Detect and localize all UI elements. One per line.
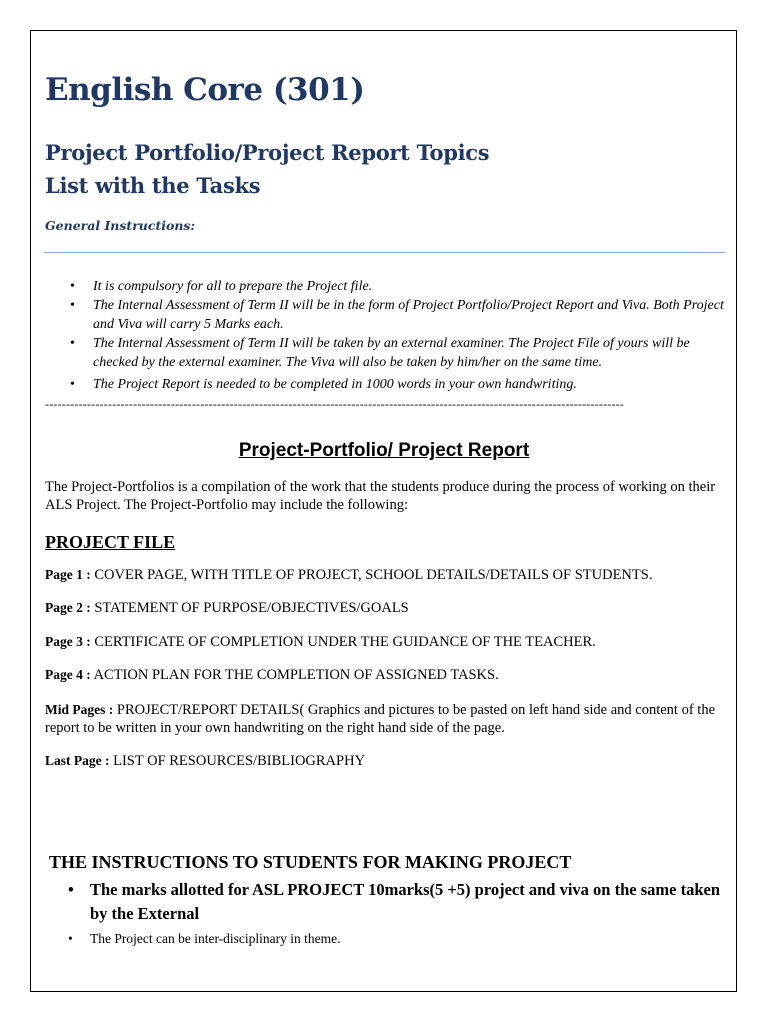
page-item-label: Page 1 : <box>45 567 91 582</box>
page-item <box>45 752 725 770</box>
list-item: • The Internal Assessment of Term II will be in the form of Project Portfolio/Project Report and Viva. Both Project and Viva will carry 5 Marks each. <box>60 296 725 334</box>
page-item-text: STATEMENT OF PURPOSE/OBJECTIVES/GOALS <box>90 600 409 616</box>
subtitle-line-2: List with the Tasks <box>45 173 261 198</box>
page-item-text: LIST OF RESOURCES/BIBLIOGRAPHY <box>109 753 366 769</box>
list-item: • The Project Report is needed to be completed in 1000 words in your own handwriting. <box>60 375 725 394</box>
page-item-text: CERTIFICATE OF COMPLETION UNDER THE GUIDANCE OF THE TEACHER. <box>90 634 596 650</box>
page-item-text: PROJECT/REPORT DETAILS( Graphics and pictures to be pasted on left hand side and content of the report to be written in your own handwriting on the right hand side of the page. <box>45 702 716 736</box>
section-heading: Project-Portfolio/ Project Report <box>238 440 530 461</box>
project-file-heading: PROJECT FILE <box>45 532 176 552</box>
page-item <box>45 599 725 617</box>
general-instructions-label: General Instructions: <box>45 218 196 233</box>
page-item-label: Page 2 : <box>45 600 91 615</box>
page-item-label: Mid Pages : <box>45 702 114 717</box>
instructions-list <box>68 878 728 948</box>
page-item-text: ACTION PLAN FOR THE COMPLETION OF ASSIGNED TASKS. <box>90 667 499 683</box>
general-instructions-list <box>60 277 725 394</box>
horizontal-divider <box>44 252 725 253</box>
page-item <box>45 633 725 651</box>
page-item <box>45 666 725 684</box>
subtitle-line-1: Project Portfolio/Project Report Topics <box>45 140 490 165</box>
page-item <box>45 566 725 584</box>
page-item-label: Page 3 : <box>45 634 91 649</box>
page-item-label: Page 4 : <box>45 667 91 682</box>
intro-paragraph: The Project-Portfolios is a compilation of the work that the students produce during the process of working on their ALS Project. The Project-Portfolio may include the following: <box>45 479 716 513</box>
instructions-heading: THE INSTRUCTIONS TO STUDENTS FOR MAKING PROJECT <box>49 852 572 872</box>
page-item-label: Last Page : <box>45 753 110 768</box>
list-item: • It is compulsory for all to prepare the Project file. <box>60 277 725 296</box>
page-item-text: COVER PAGE, WITH TITLE OF PROJECT, SCHOOL DETAILS/DETAILS OF STUDENTS. <box>90 567 653 583</box>
document-subtitle <box>45 136 665 202</box>
document-title: English Core (301) <box>45 72 365 108</box>
list-item: • The Internal Assessment of Term II will be taken by an external examiner. The Project File of yours will be checked by the external examiner. The Viva will also be taken by him/her on the same time. <box>60 334 725 372</box>
dashed-separator: ------------------------------------------------------------------------------------------------------------------------------------------ <box>45 397 625 411</box>
list-item: • The marks allotted for ASL PROJECT 10marks(5 +5) project and viva on the same taken by the External <box>68 878 728 926</box>
page-item <box>45 701 725 737</box>
list-item: • The Project can be inter-disciplinary in theme. <box>68 930 728 948</box>
